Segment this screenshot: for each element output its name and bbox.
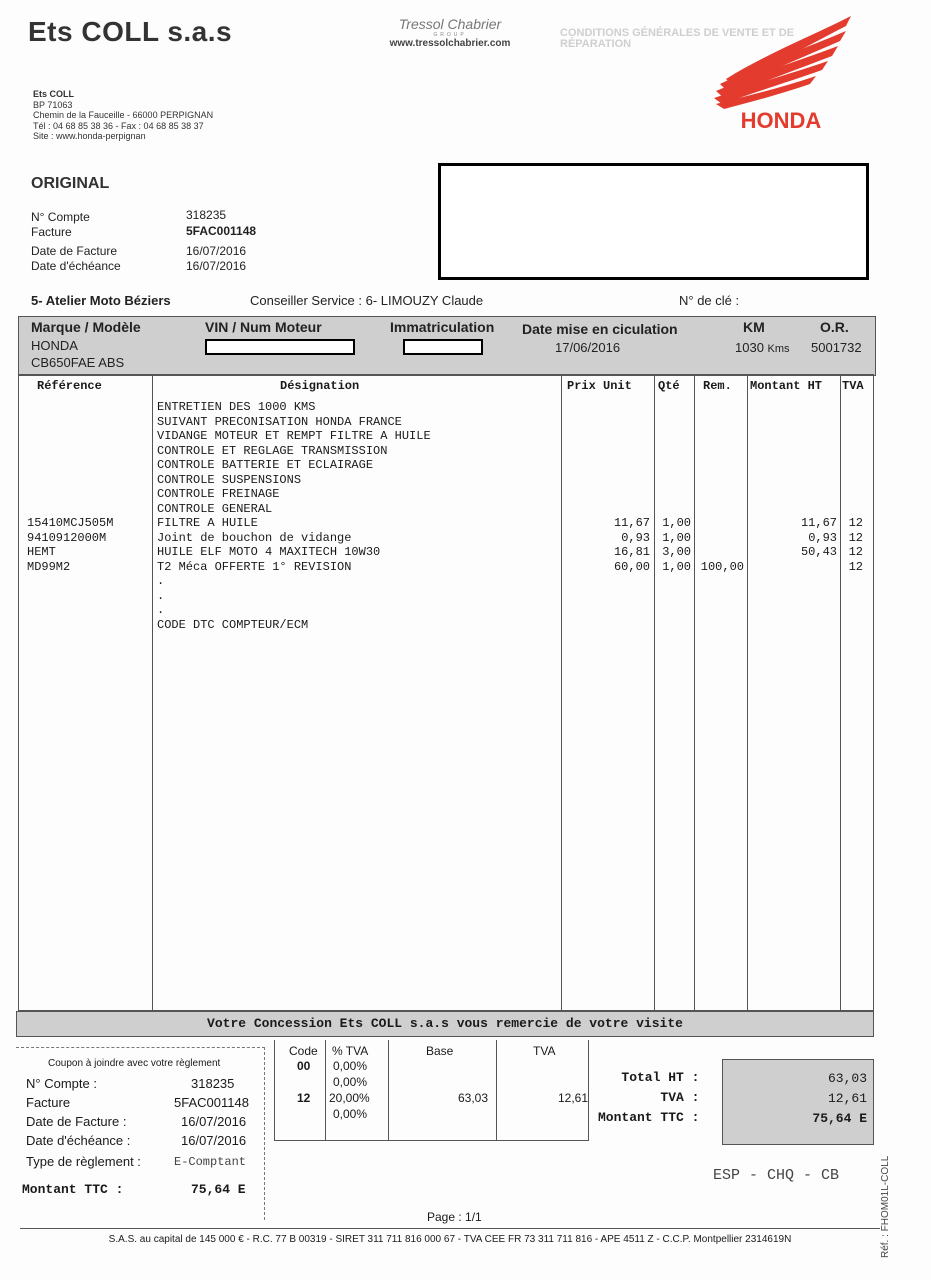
- total-ttc-label: Montant TTC :: [598, 1110, 700, 1125]
- total-ht-value: 63,03: [827, 1071, 867, 1086]
- tva-code-00: 00: [297, 1059, 311, 1073]
- km-number: 1030: [735, 340, 764, 355]
- total-ht-label: Total HT :: [621, 1070, 700, 1085]
- cell-des: Joint de bouchon de vidange: [157, 530, 352, 545]
- km-header: KM: [743, 319, 765, 335]
- or-header: O.R.: [820, 319, 849, 335]
- coupon-montant-label: Montant TTC :: [22, 1182, 124, 1197]
- invoice-lines-table: [18, 374, 874, 1011]
- cle-label: N° de clé :: [679, 293, 740, 308]
- date-facture-value: 16/07/2016: [186, 244, 247, 258]
- table-row: [19, 574, 875, 589]
- tva-base-value: 63,03: [458, 1091, 489, 1105]
- address-line: Site : www.honda-perpignan: [33, 131, 146, 141]
- vin-header: VIN / Num Moteur: [205, 319, 322, 335]
- th-rem: Rem.: [703, 379, 732, 393]
- table-row: [19, 458, 875, 473]
- th-qte: Qté: [658, 379, 680, 393]
- thanks-banner: Votre Concession Ets COLL s.a.s vous remercie de votre visite: [16, 1011, 874, 1037]
- facture-label: Facture: [31, 225, 72, 239]
- cell-mt: 11,67: [800, 516, 837, 530]
- th-montant-ht: Montant HT: [750, 379, 823, 393]
- company-name: Ets COLL s.a.s: [28, 16, 233, 47]
- table-body: [19, 400, 875, 632]
- coupon-facture-label: Facture: [26, 1095, 71, 1110]
- cell-qte: 1,00: [662, 516, 691, 530]
- redacted-vin: [205, 339, 355, 355]
- redacted-address-box: [438, 163, 869, 280]
- date-circ-value: 17/06/2016: [555, 340, 621, 355]
- km-value: [735, 340, 790, 355]
- total-tva-value: 12,61: [827, 1091, 867, 1106]
- immat-header: Immatriculation: [390, 319, 495, 335]
- group-brand: Tressol Chabrier: [398, 16, 502, 32]
- cell-pu: 60,00: [613, 559, 650, 574]
- total-ttc-value: 75,64 E: [812, 1111, 867, 1126]
- coupon-date-echeance-value: 16/07/2016: [181, 1133, 247, 1148]
- table-row: [19, 589, 875, 604]
- cell-des: FILTRE A HUILE: [157, 516, 258, 530]
- total-tva-label: TVA :: [660, 1090, 700, 1105]
- cell-des: SUIVANT PRECONISATION HONDA FRANCE: [157, 414, 402, 429]
- coupon-compte-label: N° Compte :: [26, 1076, 97, 1091]
- group-label: GROUP: [433, 32, 467, 38]
- redacted-immat: [403, 339, 483, 355]
- coupon-date-facture-value: 16/07/2016: [181, 1114, 247, 1129]
- cell-des: T2 Méca OFFERTE 1° REVISION: [157, 559, 352, 574]
- tva-pct-row: 20,00%: [329, 1091, 370, 1105]
- coupon-compte-value: 318235: [191, 1076, 235, 1091]
- cell-qte: 1,00: [662, 559, 691, 574]
- cell-qte: 1,00: [662, 530, 691, 545]
- tva-base-header: Base: [426, 1044, 454, 1058]
- cell-tva: 12: [848, 516, 863, 530]
- tva-breakdown-table: [274, 1040, 589, 1141]
- address-line: BP 71063: [33, 99, 73, 110]
- table-row: [19, 603, 875, 618]
- legal-footer: S.A.S. au capital de 145 000 € - R.C. 77 B 00319 - SIRET 311 711 816 000 67 - TVA CEE FR 73 311 711 816 - APE 4511 Z - C.C.P. Montpellier 2314619N: [20, 1228, 880, 1245]
- tva-amount-header: TVA: [533, 1044, 556, 1058]
- totals-box: [722, 1059, 874, 1145]
- conseiller-label: Conseiller Service : 6- LIMOUZY Claude: [250, 293, 484, 308]
- cell-tva: 12: [848, 530, 863, 545]
- coupon-date-echeance-label: Date d'échéance :: [26, 1133, 131, 1148]
- cell-ref: 9410912000M: [27, 530, 107, 545]
- cell-ref: 15410MCJ505M: [27, 516, 114, 530]
- cell-ref: MD99M2: [27, 559, 71, 574]
- date-echeance-label: Date d'échéance: [31, 259, 121, 273]
- tva-pct-row: 0,00%: [333, 1059, 368, 1073]
- table-row: [19, 429, 875, 444]
- km-unit: Kms: [767, 343, 790, 355]
- cell-mt: 50,43: [800, 545, 837, 559]
- table-row: [19, 516, 875, 531]
- payment-modes: ESP - CHQ - CB: [713, 1167, 840, 1184]
- table-row: [19, 415, 875, 430]
- cell-des: CONTROLE ET REGLAGE TRANSMISSION: [157, 443, 388, 458]
- background-cgv-title: CONDITIONS GÉNÉRALES DE VENTE ET DE RÉPARATION: [560, 27, 795, 50]
- compte-value: 318235: [186, 208, 227, 222]
- th-prix-unit: Prix Unit: [567, 379, 632, 393]
- cell-pu: 0,93: [621, 530, 650, 545]
- vehicle-info: [18, 316, 876, 376]
- tva-pct-header: % TVA: [332, 1044, 369, 1058]
- date-echeance-value: 16/07/2016: [186, 259, 247, 273]
- coupon-reglement-value: E-Comptant: [174, 1155, 247, 1169]
- cell-des: .: [157, 574, 165, 588]
- atelier-label: 5- Atelier Moto Béziers: [31, 293, 171, 308]
- payment-coupon: [16, 1047, 265, 1220]
- group-website: www.tressolchabrier.com: [389, 38, 511, 49]
- or-value: 5001732: [811, 340, 862, 355]
- date-facture-label: Date de Facture: [31, 244, 118, 258]
- modele-value: CB650FAE ABS: [31, 355, 125, 370]
- tva-pct-row: 0,00%: [333, 1107, 368, 1121]
- cell-des: CODE DTC COMPTEUR/ECM: [157, 617, 309, 632]
- cell-pu: 16,81: [613, 545, 650, 559]
- cell-rem: 100,00: [700, 559, 744, 574]
- coupon-facture-value: 5FAC001148: [174, 1095, 249, 1110]
- original-label: ORIGINAL: [31, 175, 110, 192]
- group-logo: [385, 16, 515, 49]
- coupon-montant-value: 75,64 E: [191, 1182, 246, 1197]
- table-row: [19, 473, 875, 488]
- address-line: Chemin de la Fauceille - 66000 PERPIGNAN: [33, 110, 214, 120]
- form-reference: Réf. : FHOM01L-COLL: [880, 1155, 891, 1258]
- tva-code-12: 12: [297, 1091, 311, 1105]
- table-row: [19, 400, 875, 415]
- cell-tva: 12: [848, 545, 863, 559]
- cell-des: CONTROLE BATTERIE ET ECLAIRAGE: [157, 458, 374, 472]
- cell-des: CONTROLE SUSPENSIONS: [157, 472, 302, 487]
- totals-labels: [598, 1068, 699, 1128]
- tva-code-header: Code: [289, 1044, 318, 1058]
- cell-qte: 3,00: [662, 545, 691, 559]
- facture-value: 5FAC001148: [186, 224, 257, 238]
- th-tva: TVA: [842, 379, 864, 393]
- date-circ-header: Date mise en ciculation: [522, 321, 678, 337]
- cell-des: HUILE ELF MOTO 4 MAXITECH 10W30: [157, 545, 381, 559]
- cell-ref: HEMT: [27, 545, 56, 559]
- th-designation: Désignation: [280, 379, 360, 393]
- table-row: [19, 560, 875, 575]
- tva-amount-value: 12,61: [558, 1091, 589, 1105]
- table-row: [19, 531, 875, 546]
- coupon-date-facture-label: Date de Facture :: [26, 1114, 127, 1129]
- cell-des: ENTRETIEN DES 1000 KMS: [157, 400, 316, 414]
- company-address: [33, 89, 213, 142]
- cell-des: CONTROLE GENERAL: [157, 501, 273, 516]
- table-row: [19, 487, 875, 502]
- cell-tva: 12: [848, 559, 863, 574]
- address-line: Ets COLL: [33, 89, 75, 99]
- cell-mt: 0,93: [808, 530, 837, 545]
- marque-value: HONDA: [31, 338, 78, 353]
- cell-des: .: [157, 588, 165, 603]
- marque-header: Marque / Modèle: [31, 319, 141, 335]
- honda-logo-text: HONDA: [740, 108, 822, 133]
- cell-des: CONTROLE FREINAGE: [157, 487, 280, 501]
- table-row: [19, 502, 875, 517]
- page-number: Page : 1/1: [427, 1210, 482, 1224]
- table-row: [19, 444, 875, 459]
- cell-pu: 11,67: [613, 516, 650, 530]
- cell-des: VIDANGE MOTEUR ET REMPT FILTRE A HUILE: [157, 429, 431, 443]
- compte-label: N° Compte: [31, 210, 90, 224]
- address-line: Tél : 04 68 85 38 36 - Fax : 04 68 85 38 37: [33, 120, 204, 131]
- tva-pct-row: 0,00%: [333, 1075, 368, 1089]
- coupon-reglement-label: Type de règlement :: [26, 1154, 141, 1169]
- table-row: [19, 545, 875, 560]
- th-reference: Référence: [37, 379, 102, 393]
- cell-des: .: [157, 603, 165, 617]
- table-row: [19, 618, 875, 633]
- coupon-title: Coupon à joindre avec votre règlement: [48, 1058, 221, 1069]
